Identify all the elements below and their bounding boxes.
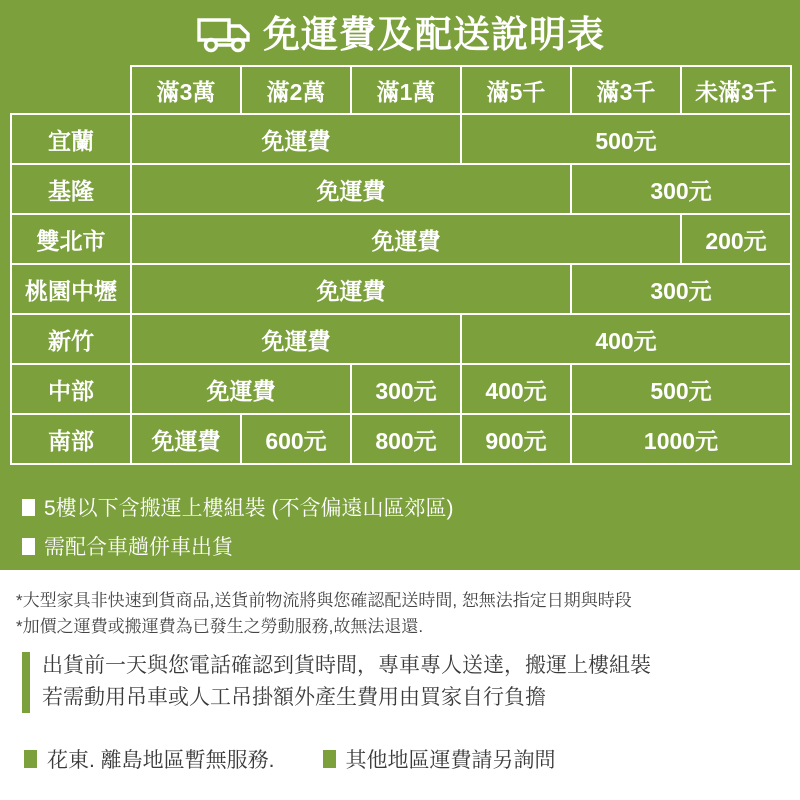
highlight-line: 出貨前一天與您電話確認到貨時間，專車專人送達，搬運上樓組裝	[42, 654, 651, 677]
row-region-label: 宜蘭	[11, 114, 131, 164]
table-header-row	[11, 66, 791, 114]
fee-cell: 800元	[351, 414, 461, 464]
note-item	[22, 492, 782, 522]
footer-right-text: 其他地區運費請另詢問	[345, 749, 556, 772]
fee-cell: 400元	[461, 314, 791, 364]
square-bullet-icon	[22, 538, 35, 555]
square-bullet-icon	[323, 750, 336, 768]
fee-cell: 300元	[571, 264, 791, 314]
disclaimer-line: *大型家具非快速到貨商品,送貨前物流將與您確認配送時間, 恕無法指定日期與時段	[16, 591, 632, 610]
delivery-truck-icon	[195, 14, 253, 54]
column-header: 滿5千	[461, 66, 571, 114]
column-header: 滿3千	[571, 66, 681, 114]
fee-cell: 300元	[571, 164, 791, 214]
table-row	[11, 114, 791, 164]
row-region-label: 桃園中壢	[11, 264, 131, 314]
disclaimer-line: *加價之運費或搬運費為已發生之勞動服務,故無法退還.	[16, 616, 424, 636]
disclaimer-block	[16, 588, 786, 639]
table-row	[11, 364, 791, 414]
highlight-block	[22, 652, 651, 713]
column-header: 滿2萬	[241, 66, 351, 114]
fee-cell: 400元	[461, 364, 571, 414]
page-title: 免運費及配送說明表	[263, 13, 605, 55]
notes-list	[22, 492, 782, 570]
fee-cell: 免運費	[131, 264, 571, 314]
fee-cell: 300元	[351, 364, 461, 414]
table-row	[11, 414, 791, 464]
note-text: 5樓以下含搬運上樓組裝 (不含偏遠山區郊區)	[44, 497, 454, 520]
fee-cell: 免運費	[131, 114, 461, 164]
footer-row	[24, 744, 556, 774]
square-bullet-icon	[22, 499, 35, 516]
table-row	[11, 214, 791, 264]
fee-cell: 1000元	[571, 414, 791, 464]
fee-cell: 免運費	[131, 214, 681, 264]
table-row	[11, 264, 791, 314]
fee-cell: 500元	[461, 114, 791, 164]
fee-cell: 免運費	[131, 364, 351, 414]
footer-left-text: 花東. 離島地區暫無服務.	[47, 749, 275, 772]
column-header: 滿1萬	[351, 66, 461, 114]
highlight-line: 若需動用吊車或人工吊掛額外產生費用由買家自行負擔	[42, 686, 546, 710]
column-header: 未滿3千	[681, 66, 791, 114]
vertical-bar-accent	[22, 652, 30, 713]
lower-white-section	[0, 570, 800, 800]
row-region-label: 中部	[11, 364, 131, 414]
row-region-label: 南部	[11, 414, 131, 464]
fee-cell: 免運費	[131, 164, 571, 214]
table-row	[11, 164, 791, 214]
fee-cell: 500元	[571, 364, 791, 414]
row-region-label: 新竹	[11, 314, 131, 364]
table-corner-cell	[11, 66, 131, 114]
note-text: 需配合車趟併車出貨	[44, 536, 233, 559]
fee-table-wrapper	[10, 65, 790, 465]
row-region-label: 基隆	[11, 164, 131, 214]
fee-cell: 200元	[681, 214, 791, 264]
column-header: 滿3萬	[131, 66, 241, 114]
title-row	[0, 8, 800, 60]
table-row	[11, 314, 791, 364]
highlight-text-group	[42, 652, 651, 713]
row-region-label: 雙北市	[11, 214, 131, 264]
fee-table	[10, 65, 792, 465]
fee-cell: 900元	[461, 414, 571, 464]
square-bullet-icon	[24, 750, 37, 768]
note-item	[22, 531, 782, 561]
fee-cell: 免運費	[131, 314, 461, 364]
fee-cell: 600元	[241, 414, 351, 464]
fee-cell: 免運費	[131, 414, 241, 464]
